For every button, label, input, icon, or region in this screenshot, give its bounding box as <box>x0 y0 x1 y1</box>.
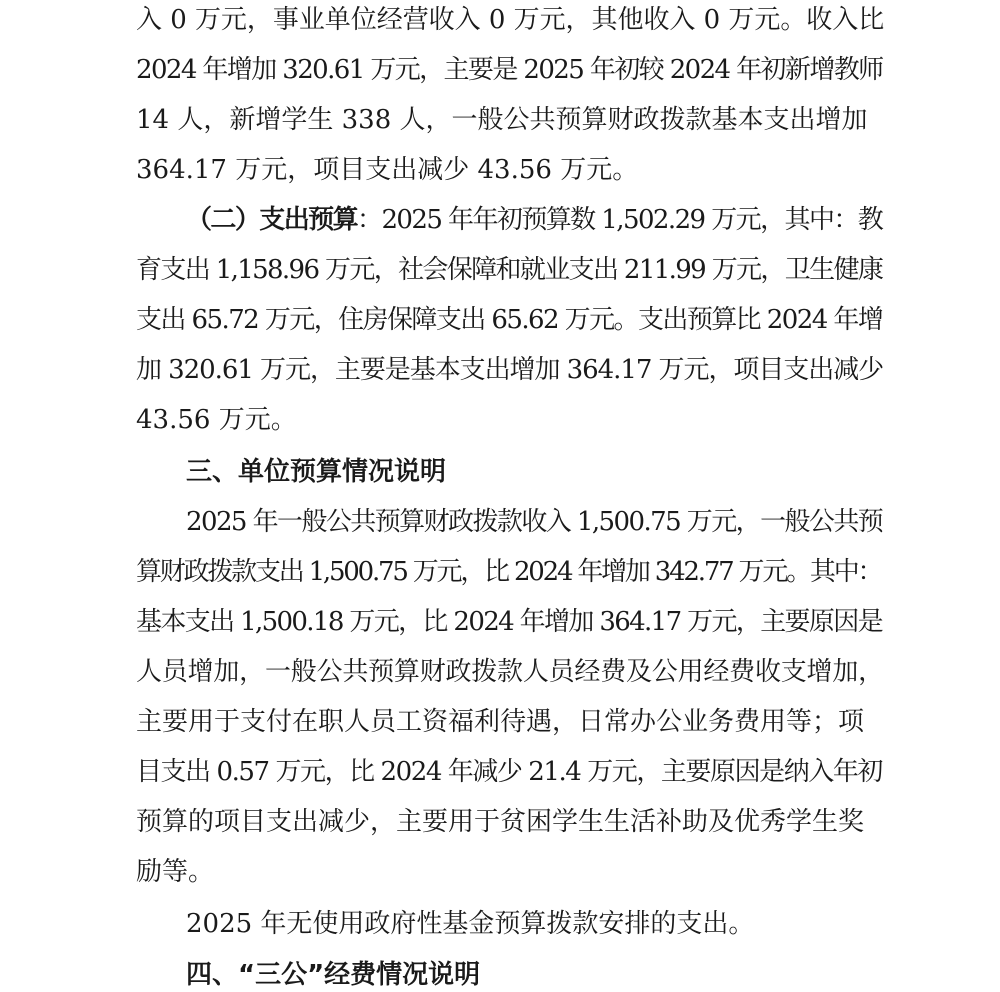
paragraph-3-line-5: 主要用于支付在职人员工资福利待遇，日常办公业务费用等；项 <box>136 707 865 737</box>
paragraph-2-line-4: 加 320.61 万元，主要是基本支出增加 364.17 万元，项目支出减少 <box>136 355 884 385</box>
paragraph-2-line-1 <box>186 200 882 240</box>
paragraph-3-line-6: 目支出 0.57 万元，比 2024 年减少 21.4 万元，主要原因是纳入年初 <box>136 757 882 787</box>
section-2-subheading: （二）支出预算 <box>186 205 358 235</box>
paragraph-1-line-4: 364.17 万元，项目支出减少 43.56 万元。 <box>136 155 639 185</box>
paragraph-3-line-2: 算财政拨款支出 1,500.75 万元，比 2024 年增加 342.77 万元。其中： <box>136 557 882 587</box>
paragraph-2-line-3: 支出 65.72 万元，住房保障支出 65.62 万元。支出预算比 2024 年增 <box>136 305 883 335</box>
paragraph-3-line-3: 基本支出 1,500.18 万元，比 2024 年增加 364.17 万元，主要原因是 <box>136 607 882 637</box>
paragraph-1-line-1: 入 0 万元，事业单位经营收入 0 万元，其他收入 0 万元。收入比 <box>136 5 885 35</box>
paragraph-1-line-2: 2024 年增加 320.61 万元，主要是 2025 年初较 2024 年初新增教师 <box>136 55 883 85</box>
paragraph-3-line-4: 人员增加，一般公共预算财政拨款人员经费及公用经费收支增加， <box>136 657 884 687</box>
paragraph-2-line-1-text: ：2025 年年初预算数 1,502.29 万元，其中：教 <box>357 205 883 235</box>
paragraph-3-line-1: 2025 年一般公共预算财政拨款收入 1,500.75 万元，一般公共预 <box>186 507 883 537</box>
paragraph-1-line-3: 14 人，新增学生 338 人，一般公共预算财政拨款基本支出增加 <box>136 105 868 135</box>
section-3-heading: 三、单位预算情况说明 <box>186 457 447 487</box>
paragraph-3-line-8: 励等。 <box>136 857 215 887</box>
paragraph-3-line-7: 预算的项目支出减少，主要用于贫困学生生活补助及优秀学生奖 <box>136 807 865 837</box>
paragraph-2-line-5: 43.56 万元。 <box>136 405 297 435</box>
paragraph-2-line-2: 育支出 1,158.96 万元，社会保障和就业支出 211.99 万元，卫生健康 <box>136 255 883 285</box>
paragraph-4-line-1: 2025 年无使用政府性基金预算拨款安排的支出。 <box>186 909 755 939</box>
section-4-heading: 四、“三公”经费情况说明 <box>186 960 481 990</box>
